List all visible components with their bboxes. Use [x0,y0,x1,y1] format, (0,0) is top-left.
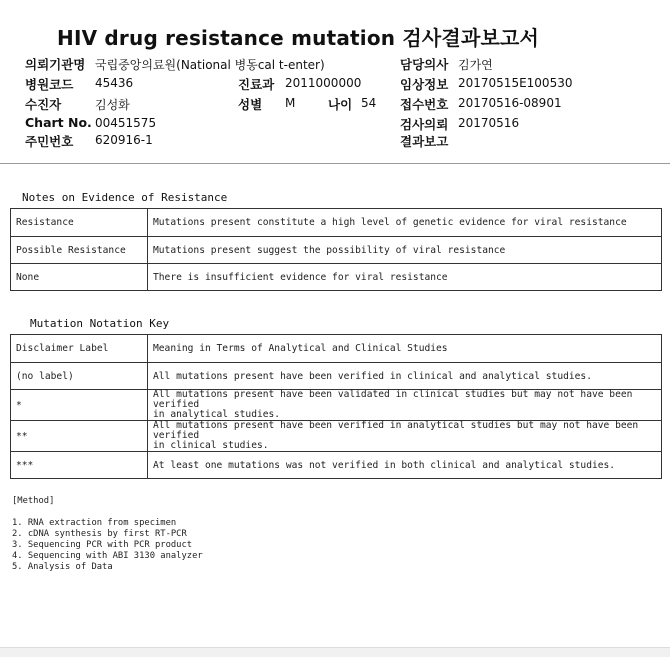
evidence-description: Mutations present suggest the possibility of viral resistance [148,237,662,264]
method-step: 2. cDNA synthesis by first RT-PCR [12,529,187,539]
ward-code-label: 병원코드 [25,77,74,92]
sex-label: 성별 [238,97,263,112]
report-title: HIV drug resistance mutation 검사결과보고서 [57,26,540,50]
method-step: 3. Sequencing PCR with PCR product [12,540,193,550]
notation-label: *** [11,452,148,479]
notation-table [10,334,662,479]
header-divider [0,163,670,164]
notation-header-label: Disclaimer Label [11,335,148,363]
evidence-section-title: Notes on Evidence of Resistance [22,191,228,204]
notation-meaning-line: All mutations present have been verified in analytical studies but may not have been verified [153,420,639,441]
name-value: 김성화 [95,98,130,112]
age-value: 54 [361,96,377,110]
evidence-table [10,208,662,291]
notation-header-meaning: Meaning in Terms of Analytical and Clinical Studies [148,335,662,363]
doctor-label: 담당의사 [400,57,449,72]
chart-no-label: Chart No. [25,115,92,130]
notation-meaning [148,390,662,421]
method-step: 4. Sequencing with ABI 3130 analyzer [12,551,203,561]
notation-meaning [148,421,662,452]
notation-meaning [148,452,662,479]
notation-section-title: Mutation Notation Key [30,317,170,330]
table-row [11,452,662,479]
ward-code-value: 45436 [95,76,134,90]
age-label: 나이 [328,97,353,112]
notation-meaning-line: All mutations present have been validated in clinical studies but may not have been verified [153,389,633,410]
notation-meaning-line: in clinical studies. [153,440,269,451]
dept-value: 2011000000 [285,76,362,90]
test-order-value: 20170516 [458,116,520,130]
clinical-info-value: 20170515E100530 [458,76,573,90]
notation-label: ** [11,421,148,452]
chart-no-value: 00451575 [95,116,157,130]
table-row [11,237,662,264]
notation-label: (no label) [11,363,148,390]
notation-meaning-line: in analytical studies. [153,409,281,420]
test-order-label: 검사의뢰 [400,117,449,132]
evidence-description: There is insufficient evidence for viral resistance [148,264,662,291]
table-row [11,264,662,291]
institution-value: 국립중앙의료원(National 병동cal t-enter) [95,58,325,72]
table-row [11,363,662,390]
clinical-info-label: 임상정보 [400,77,449,92]
notation-meaning [148,363,662,390]
evidence-description: Mutations present constitute a high level of genetic evidence for viral resistance [148,209,662,237]
result-report-label: 결과보고 [400,134,449,149]
method-step: 1. RNA extraction from specimen [12,518,177,528]
name-label: 수진자 [25,97,62,112]
table-row [11,209,662,237]
evidence-label: Resistance [11,209,148,237]
doctor-value: 김가연 [458,58,493,72]
notation-label: * [11,390,148,421]
dept-label: 진료과 [238,77,275,92]
method-title: [Method] [12,496,55,506]
notation-meaning-line: All mutations present have been verified in clinical and analytical studies. [153,370,592,382]
institution-label: 의뢰기관명 [25,57,86,72]
notation-meaning-line: At least one mutations was not verified in both clinical and analytical studies. [153,459,616,471]
method-step: 5. Analysis of Data [12,562,113,572]
evidence-label: None [11,264,148,291]
receipt-value: 20170516-08901 [458,96,562,110]
table-row [11,390,662,421]
id-value: 620916-1 [95,133,153,147]
id-label: 주민번호 [25,134,74,149]
table-row [11,421,662,452]
table-row [11,335,662,363]
evidence-label: Possible Resistance [11,237,148,264]
sex-value: M [285,96,296,110]
receipt-label: 접수번호 [400,97,449,112]
